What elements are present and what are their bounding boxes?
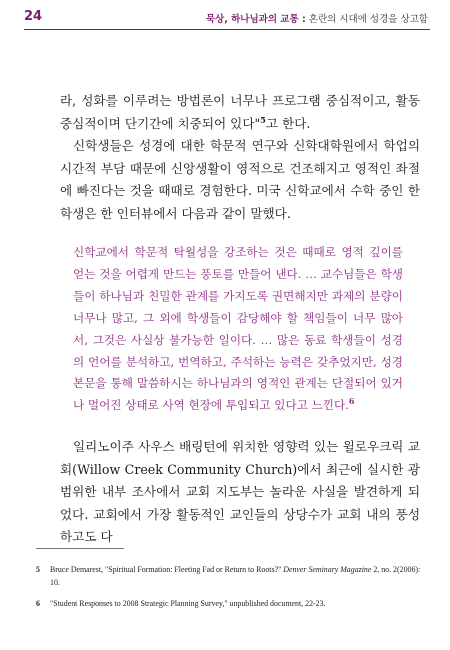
page-header	[0, 0, 450, 30]
block-quote-text: 신학교에서 학문적 탁월성을 강조하는 것은 때때로 영적 깊이를 얻는 것을 어렵게 만드는 풍토를 만들어 낸다. … 교수님들은 학생들이 하나님과 친밀한 관계를 가지도록 권면해지만 과제의 분량이 너무나 많고, 그 외에 학생들이 감당해야 할 책임들이 너무 많아서, 그것은 사실상 불가능한 일이다. … 많은 동료 학생들이 성경의 언어를 분석하고, 번역하고, 주석하는 능력은 갖추었지만, 성경 본문을 통해 말씀하시는 하나님과의 영적인 관계는 단절되어 있거나 멀어진 상태로 사역 현장에 투입되고 있다고 느낀다.	[73, 245, 403, 413]
footnotes	[36, 548, 431, 618]
running-head	[206, 11, 428, 25]
page-number: 24	[24, 9, 43, 24]
footnote-ref-5: 5	[260, 114, 266, 125]
body-text	[60, 90, 420, 549]
header-divider	[24, 29, 430, 30]
running-head-bold: 묵상, 하나님과의 교통 :	[205, 14, 306, 25]
footnote-citation: 2, no. 2(2006): 10.	[50, 565, 421, 587]
footnote-6	[36, 597, 431, 610]
footnote-ref-6: 6	[348, 396, 355, 407]
footnote-5	[36, 563, 431, 589]
paragraph-2: 신학생들은 성경에 대한 학문적 연구와 신학대학원에서 학업의 시간적 부담 때문에 신앙생활이 영적으로 건조해지고 영적인 좌절에 빠진다는 것을 때때로 경험한다. 미국 신학교에서 수학 중인 한 학생은 한 인터뷰에서 다음과 같이 말했다.	[60, 138, 420, 221]
footnote-number: 6	[36, 599, 40, 608]
paragraph-1-end: 고 한다.	[265, 115, 311, 131]
footnote-text: Bruce Demarest, "Spiritual Formation: Fleeting Fad or Return to Roots?"	[50, 565, 284, 574]
block-quote	[73, 242, 403, 417]
paragraph-3: 일리노이주 사우스 배링턴에 위치한 영향력 있는 윌로우크릭 교회(Willow Creek Community Church)에서 최근에 실시한 광범위한 내부 조사에서 교회 지도부는 놀라운 사실을 발견하게 되었다. 교회에서 가장 활동적인 교인들의 상당수가 교회 내의 풍성하고도 다	[60, 439, 420, 545]
footnote-text: "Student Responses to 2008 Strategic Planning Survey," unpublished document, 22-23.	[50, 599, 326, 608]
footnote-number: 5	[36, 565, 40, 574]
footnote-rule	[36, 548, 124, 549]
footnote-journal: Denver Seminary Magazine	[283, 565, 372, 574]
paragraph-1	[60, 90, 420, 135]
running-head-rest: 혼란의 시대에 성경을 상고함	[305, 14, 428, 25]
paragraph-1-text: 라, 성화를 이루려는 방법론이 너무나 프로그램 중심적이고, 활동 중심적이며 단기간에 치중되어 있다"	[60, 93, 420, 131]
